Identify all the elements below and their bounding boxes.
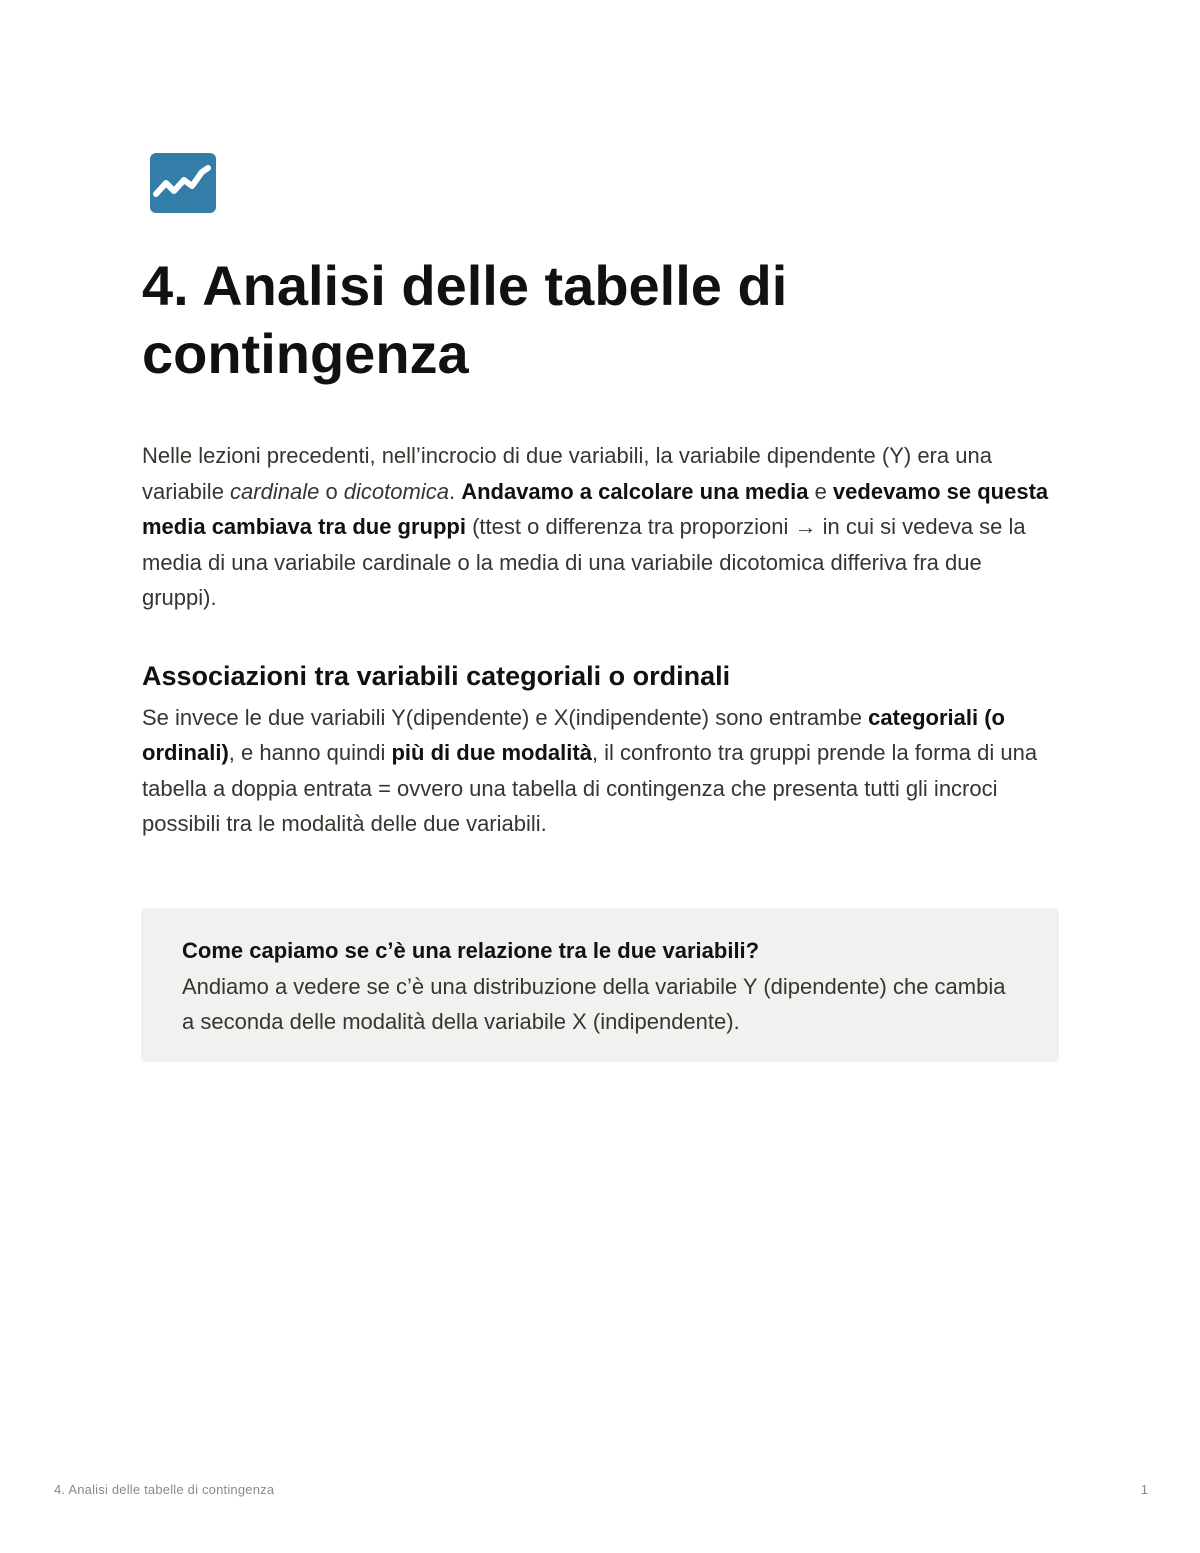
section-text: , e hanno quindi	[228, 740, 392, 765]
section-heading: Associazioni tra variabili categoriali o ordinali	[142, 660, 731, 691]
section-text: , il confronto tra gruppi prende la forma di una tabella a doppia entrata = ovvero una tabella di contingenza che presenta tutti gli incroci possibili tra le modalità delle due variabili.	[142, 740, 1038, 836]
page-title: 4. Analisi delle tabelle di contingenza	[142, 254, 788, 385]
page-content	[142, 438, 1062, 842]
intro-paragraph	[142, 438, 1062, 616]
intro-emphasis-dicotomica: dicotomica	[343, 478, 449, 504]
intro-text: o	[319, 478, 344, 504]
footer-page-number: 1	[1140, 1482, 1148, 1497]
intro-emphasis-cardinale: cardinale	[230, 478, 320, 504]
intro-bold-media: Andavamo a calcolare una media	[461, 478, 809, 504]
footer-doc-title: 4. Analisi delle tabelle di contingenza	[54, 1482, 275, 1497]
trend-chart-icon	[150, 153, 216, 213]
section-paragraph	[142, 700, 1062, 842]
intro-bold-gruppi: vedevamo se questa media cambiava tra due gruppi	[142, 478, 1049, 539]
intro-text: e	[808, 478, 833, 504]
intro-text: Nelle lezioni precedenti, nell’incrocio di due variabili, la variabile dipendente (Y) era una variabile	[142, 443, 992, 504]
intro-text: .	[448, 478, 462, 504]
callout-answer: Andiamo a vedere se c’è una distribuzione della variabile Y (dipendente) che cambia a seconda delle modalità della variabile X (indipendente).	[182, 973, 1006, 1034]
callout-question: Come capiamo se c’è una relazione tra le due variabili?	[182, 938, 760, 963]
intro-text: (ttest o differenza tra proporzioni → in cui si vedeva se la media di una variabile cardinale o la media di una variabile dicotomica differiva fra due gruppi).	[142, 514, 1026, 610]
section-bold-modalita: più di due modalità	[391, 740, 592, 765]
section-text: Se invece le due variabili Y(dipendente) e X(indipendente) sono entrambe	[142, 704, 869, 730]
callout-box	[141, 908, 1059, 1062]
section-bold-categoriali: categoriali (o ordinali)	[142, 704, 1005, 765]
